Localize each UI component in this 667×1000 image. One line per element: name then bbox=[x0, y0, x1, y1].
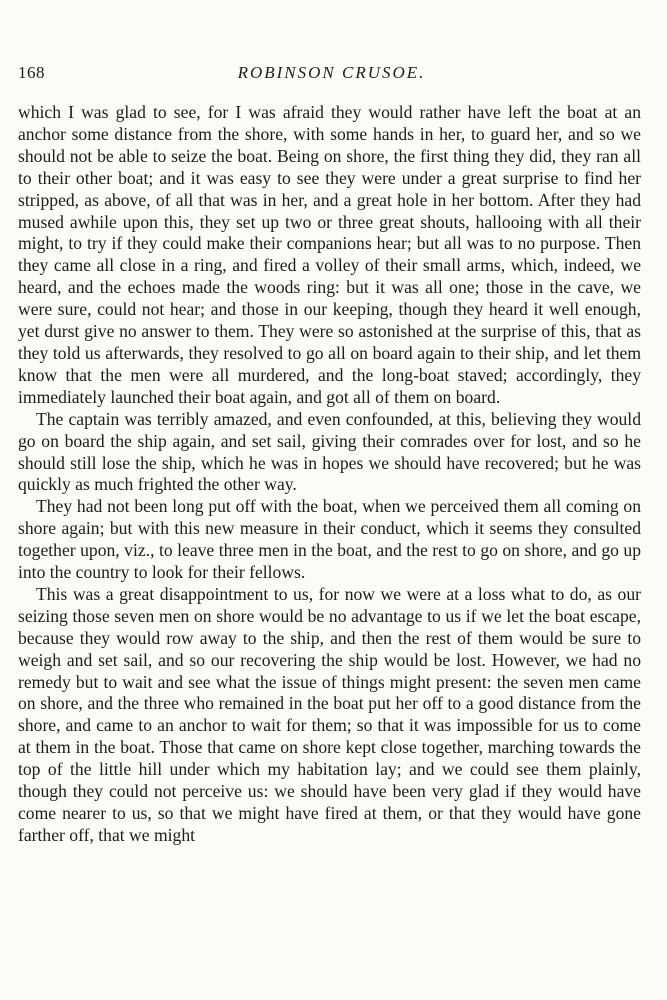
paragraph: The captain was terribly amazed, and even confounded, at this, believing they would go on board the ship again, and set sail, giving their comrades over for lost, and so he should still lose the ship, which he was in hopes we should have recovered; but he was quickly as much frighted the other way. bbox=[18, 408, 641, 495]
body-text bbox=[18, 102, 641, 847]
page-number: 168 bbox=[18, 63, 45, 82]
paragraph: This was a great disappointment to us, for now we were at a loss what to do, as our seizing those seven men on shore would be no advantage to us if we let the boat escape, because they would row away to the ship, and then the rest of them would be sure to weigh and set sail, and so our recovering the ship would be lost. However, we had no remedy but to wait and see what the issue of things might present: the seven men came on shore, and the three who remained in the boat put her off to a good distance from the shore, and came to an anchor to wait for them; so that it was impossible for us to come at them in the boat. Those that came on shore kept close together, marching towards the top of the little hill under which my habitation lay; and we could see them plainly, though they could not perceive us: we should have been very glad if they would have come nearer to us, so that we might have fired at them, or that they would have gone farther off, that we might bbox=[18, 583, 641, 845]
paragraph: They had not been long put off with the boat, when we perceived them all coming on shore again; but with this new measure in their conduct, which it seems they consulted together upon, viz., to leave three men in the boat, and the rest to go on shore, and go up into the country to look for their fellows. bbox=[18, 496, 641, 583]
running-title: ROBINSON CRUSOE. bbox=[237, 63, 426, 82]
paragraph-continued: which I was glad to see, for I was afraid they would rather have left the boat at an anchor some distance from the shore, with some hands in her, to guard her, and so we should not be able to seize the boat. Being on shore, the first thing they did, they ran all to their other boat; and it was easy to see they were under a great surprise to find her stripped, as above, of all that was in her, and a great hole in her bottom. After they had mused awhile upon this, they set up two or three great shouts, hallooing with all their might, to try if they could make their companions hear; but all was to no purpose. Then they came all close in a ring, and fired a volley of their small arms, which, indeed, we heard, and the echoes made the woods ring: but it was all one; those in the cave, we were sure, could not hear; and those in our keeping, though they heard it well enough, yet durst give no answer to them. They were so astonished at the surprise of this, that as they told us afterwards, they resolved to go all on board again to their ship, and let them know that the men were all murdered, and the long-boat staved; accordingly, they immediately launched their boat again, and got all of them on board. bbox=[18, 102, 641, 407]
page-header bbox=[18, 63, 645, 87]
